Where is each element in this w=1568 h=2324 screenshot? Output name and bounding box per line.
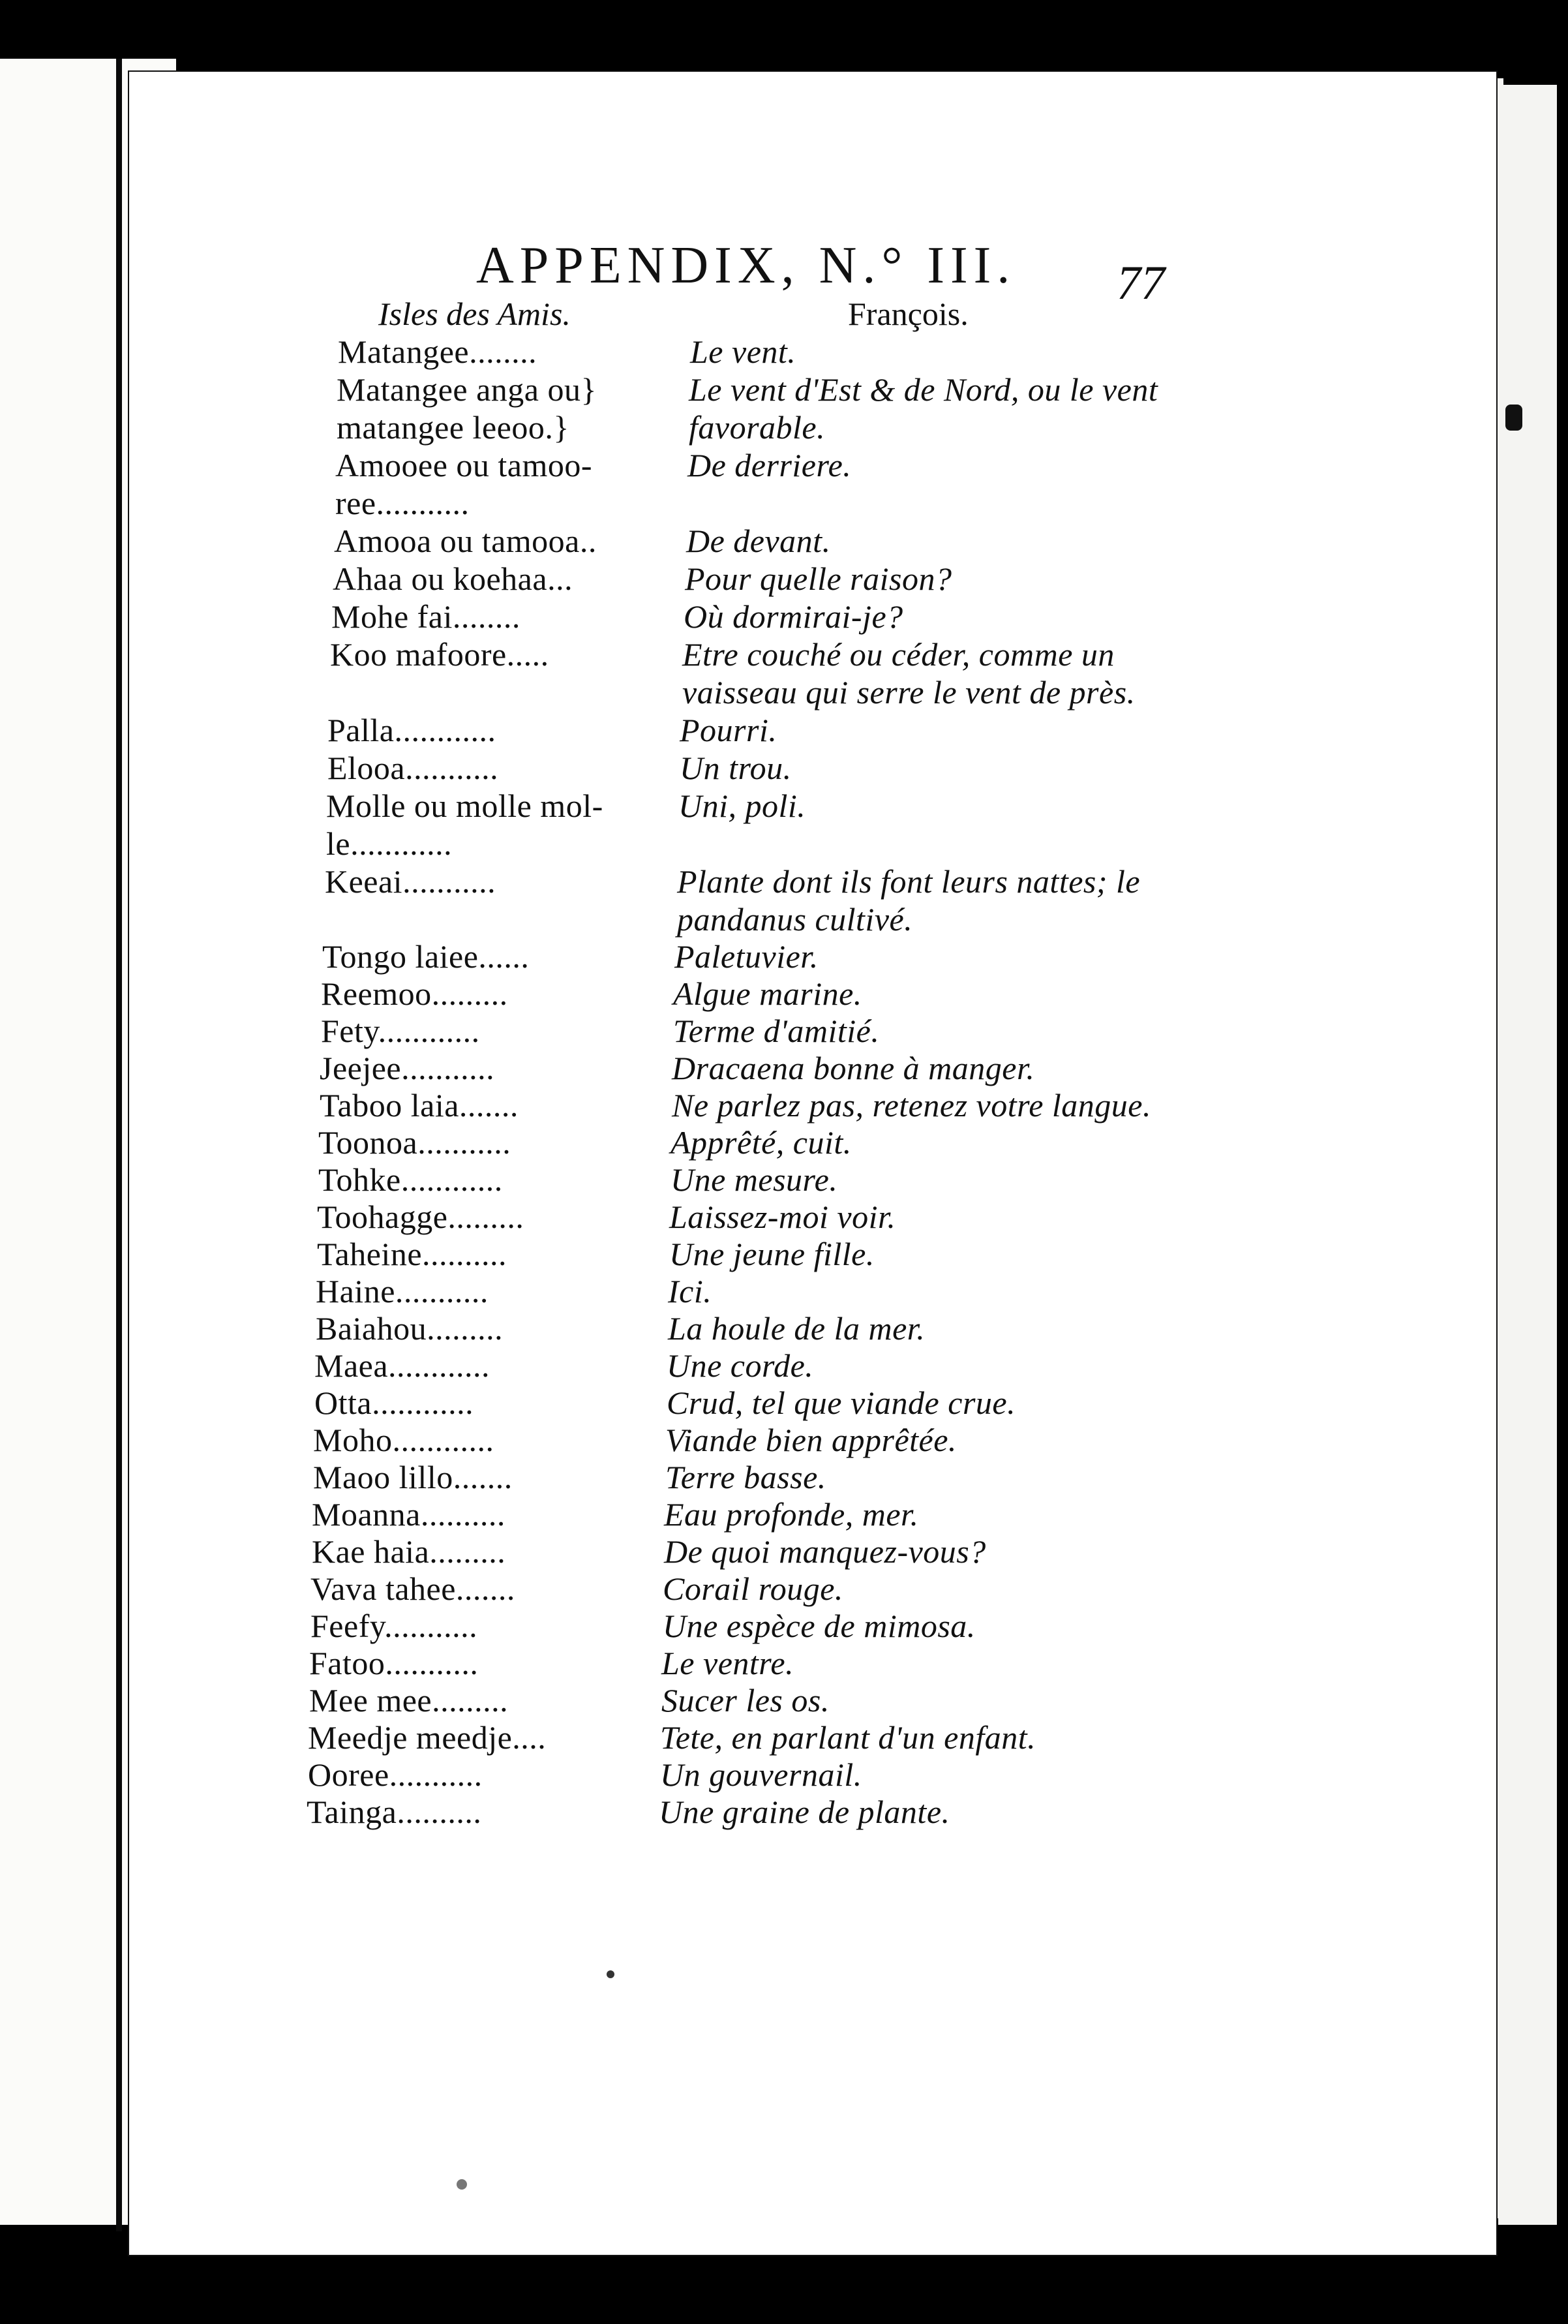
- term: Tohke............: [318, 1161, 503, 1198]
- term: Maoo lillo.......: [313, 1459, 513, 1495]
- gloss: Le vent.: [690, 333, 796, 370]
- gloss: Une graine de plante.: [659, 1794, 950, 1830]
- term: Molle ou molle mol- le............: [326, 787, 603, 862]
- gloss: De devant.: [686, 523, 831, 559]
- vocabulary-entry: [334, 522, 1500, 560]
- page-edge-mark: [1505, 405, 1522, 431]
- vocabulary-entry: [310, 1570, 1500, 1608]
- page-number: 77: [1117, 256, 1165, 310]
- gloss: Le ventre.: [661, 1645, 794, 1681]
- term: Fatoo...........: [309, 1645, 479, 1681]
- vocabulary-entry: [310, 1608, 1500, 1645]
- gloss: De quoi manquez-vous?: [664, 1533, 986, 1570]
- vocabulary-entry: [317, 1236, 1500, 1273]
- term: Meedje meedje....: [308, 1719, 547, 1756]
- vocabulary-entry: [338, 333, 1500, 371]
- vocabulary-entry: [316, 1310, 1500, 1347]
- term: Ahaa ou koehaa...: [333, 560, 573, 597]
- running-header: APPENDIX, N.° III.: [476, 237, 1016, 294]
- term: Taboo laia.......: [320, 1087, 519, 1124]
- vocabulary-entry: [331, 598, 1500, 635]
- term: Moho............: [313, 1422, 494, 1458]
- gloss: Uni, poli.: [678, 787, 806, 824]
- term: Haine...........: [316, 1273, 489, 1309]
- gloss: Où dormirai-je?: [684, 598, 903, 635]
- gloss: Crud, tel que viande crue.: [667, 1384, 1016, 1421]
- gloss: Viande bien apprêtée.: [665, 1422, 957, 1458]
- term: Baiahou.........: [316, 1310, 504, 1347]
- vocabulary-entry: [321, 1013, 1500, 1050]
- gloss: Un trou.: [680, 750, 792, 786]
- gloss: De derriere.: [687, 447, 852, 483]
- gloss: Laissez-moi voir.: [669, 1199, 896, 1235]
- term: Keeai...........: [325, 863, 496, 900]
- gloss: Terre basse.: [665, 1459, 826, 1495]
- vocabulary-entry: [316, 1273, 1500, 1310]
- term: Tainga..........: [307, 1794, 482, 1830]
- vocabulary-list: [0, 333, 1500, 1831]
- term: Reemoo.........: [321, 975, 508, 1012]
- term: Amooa ou tamooa..: [334, 523, 597, 559]
- vocabulary-entry: [321, 975, 1500, 1013]
- term: Mohe fai........: [331, 598, 520, 635]
- vocabulary-entry: [337, 371, 1500, 446]
- vocabulary-entry: [326, 787, 1500, 863]
- term: Jeejee...........: [320, 1050, 495, 1086]
- gloss: Plante dont ils font leurs nattes; le pandanus cultivé.: [677, 863, 1141, 938]
- gloss: Ici.: [668, 1273, 712, 1309]
- print-speck: [607, 1970, 614, 1978]
- vocabulary-entry: [314, 1347, 1500, 1384]
- gloss: Corail rouge.: [663, 1570, 843, 1607]
- gloss: Une jeune fille.: [669, 1236, 875, 1272]
- gloss: Terme d'amitié.: [673, 1013, 880, 1049]
- term: Kae haia.........: [312, 1533, 506, 1570]
- vocabulary-entry: [309, 1645, 1500, 1682]
- print-speck: [457, 2179, 467, 2190]
- vocabulary-entry: [322, 938, 1500, 975]
- gloss: Etre couché ou céder, comme un vaisseau qui serre le vent de près.: [682, 636, 1136, 711]
- gloss: La houle de la mer.: [668, 1310, 926, 1347]
- vocabulary-entry: [307, 1794, 1500, 1831]
- gloss: Pour quelle raison?: [685, 560, 952, 597]
- gloss: Pourri.: [680, 712, 777, 748]
- gloss: Sucer les os.: [661, 1682, 830, 1719]
- term: Matangee........: [338, 333, 537, 370]
- vocabulary-entry: [312, 1533, 1500, 1570]
- term: Moanna..........: [312, 1496, 505, 1533]
- term: Fety............: [321, 1013, 480, 1049]
- vocabulary-entry: [327, 711, 1500, 749]
- term: Matangee anga ou} matangee leeoo.}: [337, 371, 597, 446]
- vocabulary-entry: [313, 1459, 1500, 1496]
- gloss: Eau profonde, mer.: [664, 1496, 919, 1533]
- gloss: Une espèce de mimosa.: [663, 1608, 976, 1644]
- term: Tongo laiee......: [322, 938, 530, 975]
- term: Mee mee.........: [309, 1682, 509, 1719]
- gloss: Algue marine.: [673, 975, 862, 1012]
- gloss: Une corde.: [667, 1347, 814, 1384]
- vocabulary-entry: [308, 1719, 1500, 1756]
- vocabulary-entry: [312, 1496, 1500, 1533]
- page-stack-edge: [1495, 85, 1557, 2225]
- term: Feefy...........: [310, 1608, 478, 1644]
- term: Maea............: [314, 1347, 490, 1384]
- gloss: Apprêté, cuit.: [671, 1124, 852, 1161]
- term: Ooree...........: [308, 1756, 483, 1793]
- term: Elooa...........: [327, 750, 499, 786]
- gloss: Tete, en parlant d'un enfant.: [660, 1719, 1036, 1756]
- gloss: Ne parlez pas, retenez votre langue.: [672, 1087, 1151, 1124]
- gloss: Un gouvernail.: [660, 1756, 862, 1793]
- term: Koo mafoore.....: [330, 636, 549, 673]
- vocabulary-entry: [318, 1124, 1500, 1161]
- vocabulary-entry: [333, 560, 1500, 598]
- vocabulary-entry: [308, 1756, 1500, 1794]
- vocabulary-entry: [320, 1050, 1500, 1087]
- term: Taheine..........: [317, 1236, 507, 1272]
- term: Otta............: [314, 1384, 474, 1421]
- term: Vava tahee.......: [310, 1570, 515, 1607]
- vocabulary-entry: [320, 1087, 1500, 1124]
- vocabulary-entry: [317, 1199, 1500, 1236]
- gloss: Le vent d'Est & de Nord, ou le vent favorable.: [689, 371, 1158, 446]
- column-heading-islands: Isles des Amis.: [378, 296, 571, 332]
- gloss: Paletuvier.: [674, 938, 819, 975]
- vocabulary-entry: [327, 749, 1500, 787]
- gloss: Dracaena bonne à manger.: [672, 1050, 1035, 1086]
- vocabulary-entry: [330, 635, 1500, 711]
- vocabulary-entry: [309, 1682, 1500, 1719]
- vocabulary-entry: [314, 1384, 1500, 1422]
- term: Amooee ou tamoo- ree...........: [335, 447, 593, 521]
- vocabulary-entry: [313, 1422, 1500, 1459]
- term: Palla............: [327, 712, 496, 748]
- term: Toohagge.........: [317, 1199, 524, 1235]
- column-heading-french: François.: [848, 296, 969, 332]
- vocabulary-entry: [335, 446, 1500, 522]
- term: Toonoa...........: [318, 1124, 511, 1161]
- vocabulary-entry: [318, 1161, 1500, 1199]
- vocabulary-entry: [325, 863, 1500, 938]
- gloss: Une mesure.: [671, 1161, 838, 1198]
